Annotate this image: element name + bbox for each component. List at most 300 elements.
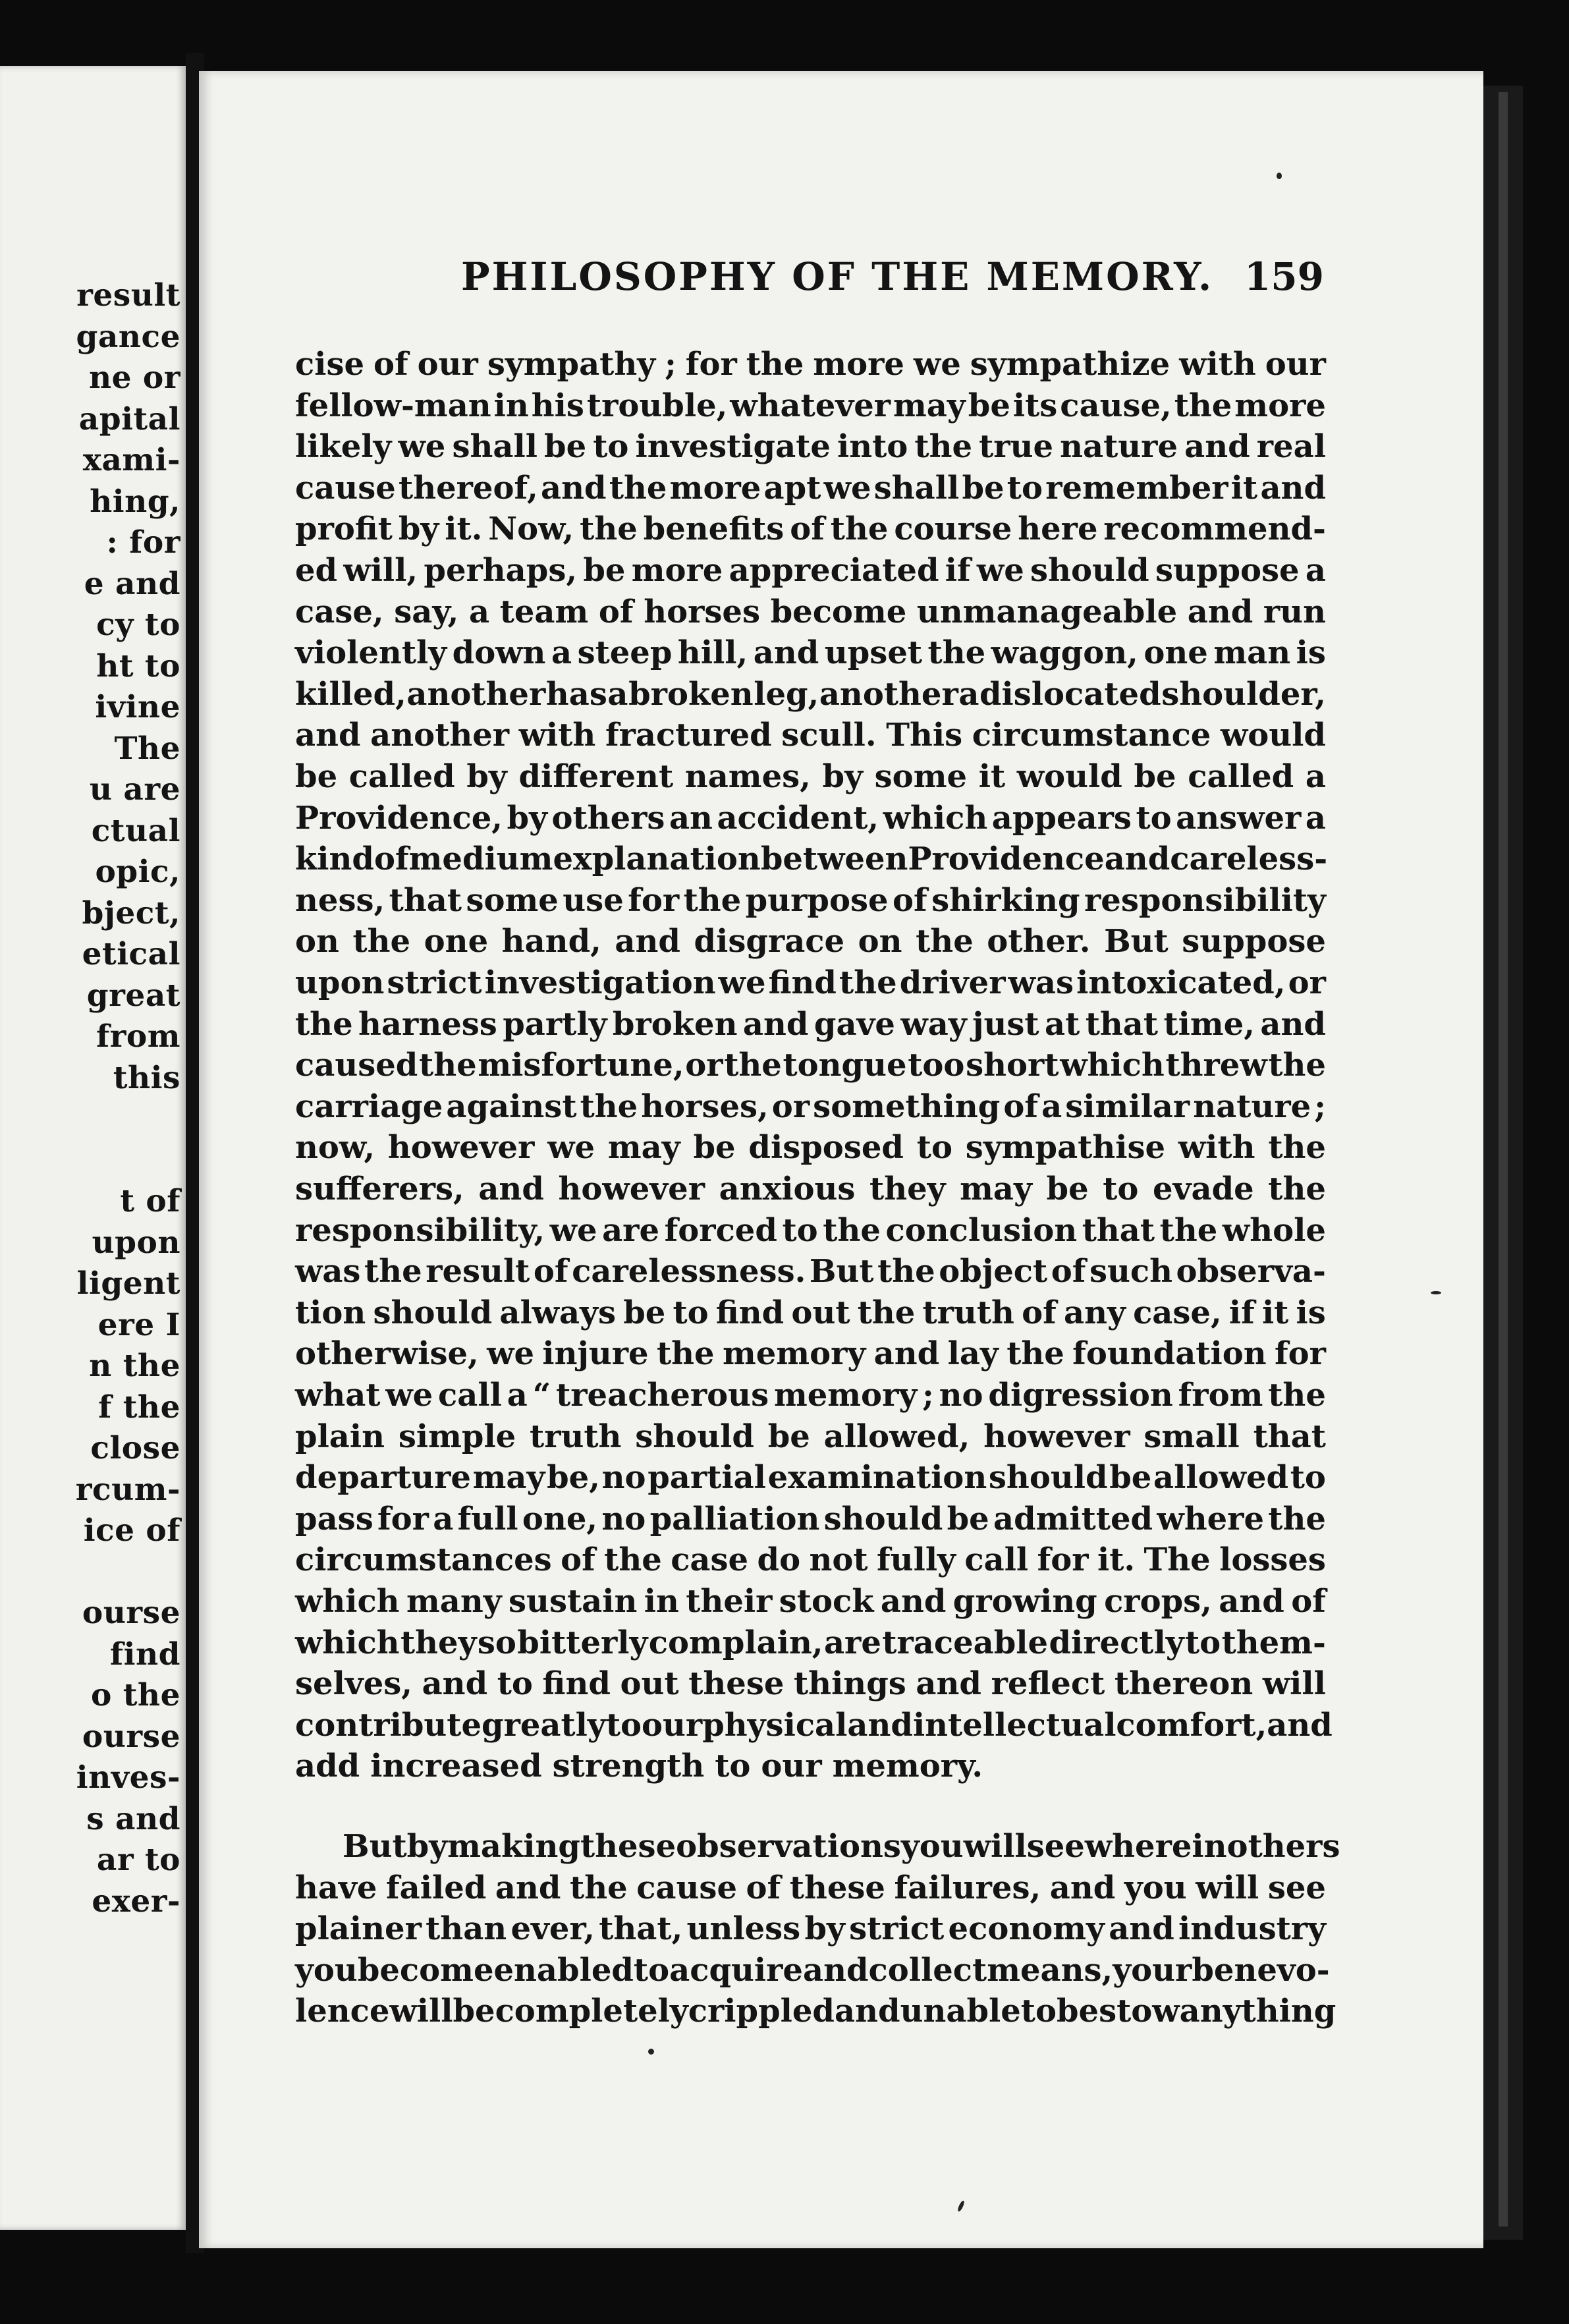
text-line <box>295 426 1326 467</box>
word: if <box>945 552 971 589</box>
word: directly <box>1049 1624 1184 1661</box>
word: hand, <box>501 923 601 960</box>
word: the <box>1268 1129 1326 1166</box>
word: the <box>580 511 638 547</box>
word: the <box>823 1212 881 1249</box>
word: to <box>633 1952 670 1989</box>
word: anything <box>1179 1993 1336 2030</box>
word: for <box>377 1501 429 1537</box>
word: of <box>598 594 634 630</box>
word: a <box>551 634 572 671</box>
word: strength <box>552 1748 705 1784</box>
word: cause <box>295 470 396 507</box>
word: a <box>607 676 628 713</box>
word: traceable <box>882 1624 1049 1661</box>
text-line <box>295 632 1326 673</box>
word: thereon <box>1114 1665 1253 1702</box>
left-page-fragment <box>9 1140 180 1181</box>
word: out <box>620 1665 679 1702</box>
word: our <box>642 1707 703 1744</box>
word: accident, <box>717 800 879 837</box>
word: to <box>1006 470 1043 507</box>
word: and <box>1049 1869 1116 1906</box>
word: Providence <box>908 841 1105 877</box>
word: treacherous <box>556 1377 769 1414</box>
word: kind <box>295 841 374 877</box>
word: our <box>761 1748 822 1784</box>
word: your <box>1113 1952 1192 1989</box>
word: a <box>433 1501 454 1537</box>
word: failures, <box>894 1869 1041 1906</box>
word: means, <box>987 1952 1113 1989</box>
ink-speck <box>1431 1291 1441 1294</box>
word: you <box>1124 1869 1187 1906</box>
word: the <box>683 882 742 919</box>
word: one <box>1143 634 1208 671</box>
word: that <box>1085 1006 1159 1043</box>
word: killed, <box>295 676 406 713</box>
word: we <box>385 1377 433 1414</box>
word: losses <box>1219 1541 1326 1578</box>
ink-speck <box>648 2049 654 2055</box>
word: by <box>406 1828 448 1865</box>
word: of <box>893 882 927 919</box>
text-line <box>295 674 1326 715</box>
word: full <box>457 1501 518 1537</box>
word: cise <box>295 346 365 383</box>
word: sustain <box>509 1583 638 1620</box>
word: of <box>1291 1583 1326 1620</box>
word: by <box>804 1910 845 1947</box>
word: may <box>472 1459 545 1496</box>
word: benevo- <box>1192 1952 1330 1989</box>
word: will <box>389 1993 453 2030</box>
word: we <box>398 428 446 465</box>
word: fully <box>877 1541 956 1578</box>
word: sympathise <box>965 1129 1166 1166</box>
word: a <box>1041 1088 1062 1125</box>
word: should <box>823 1501 943 1537</box>
word: is <box>1296 634 1326 671</box>
text-line <box>295 1457 1326 1498</box>
word: similar <box>1065 1088 1190 1125</box>
text-line <box>295 1004 1326 1045</box>
word: intoxicated, <box>1076 964 1286 1001</box>
word: the <box>609 470 667 507</box>
word: thereof, <box>399 470 538 507</box>
word: violently <box>295 634 447 671</box>
left-page-fragment <box>9 1552 180 1593</box>
word: observations <box>676 1828 901 1865</box>
word: to <box>1020 1993 1057 2030</box>
word: which <box>883 800 988 837</box>
word: the <box>419 1047 477 1084</box>
word: “ <box>532 1377 551 1414</box>
word: increased <box>370 1748 542 1784</box>
word: should <box>1030 552 1149 589</box>
word: truth <box>530 1418 622 1455</box>
word: But <box>809 1253 874 1290</box>
word: such <box>1089 1253 1172 1290</box>
word: palliation <box>649 1501 820 1537</box>
word: complain, <box>648 1624 823 1661</box>
word: memory. <box>832 1748 983 1784</box>
word: we <box>547 1129 595 1166</box>
word: investigation <box>484 964 716 1001</box>
left-page-fragment: xami- <box>82 442 180 478</box>
word: of <box>1022 1294 1057 1331</box>
left-page-fragment: ivine <box>95 689 180 725</box>
word: or <box>771 1088 810 1125</box>
word: that <box>389 882 462 919</box>
word: purpose <box>745 882 889 919</box>
text-line <box>295 1663 1326 1704</box>
word: be <box>1046 1171 1089 1207</box>
word: which <box>1060 1047 1165 1084</box>
word: was <box>295 1253 361 1290</box>
text-line <box>295 509 1326 549</box>
word: will <box>1196 1869 1259 1906</box>
word: comfort, <box>1116 1707 1267 1744</box>
word: failed <box>386 1869 487 1906</box>
word: it. <box>445 511 483 547</box>
word: nature <box>1060 428 1178 465</box>
text-line <box>295 1045 1326 1086</box>
left-page-fragment: ne or <box>88 360 180 396</box>
word: here <box>1018 511 1098 547</box>
word: collect <box>868 1952 987 1989</box>
text-line <box>295 1375 1326 1416</box>
word: to <box>1184 1624 1221 1661</box>
left-page-fragment: o the <box>91 1677 180 1713</box>
word: the <box>570 1869 628 1906</box>
word: stock <box>779 1583 874 1620</box>
word: the <box>352 923 411 960</box>
text-line <box>295 1705 1333 1746</box>
text-line <box>295 344 1326 385</box>
word: that, <box>599 1910 683 1947</box>
word: however <box>983 1418 1130 1455</box>
word: we <box>913 346 961 383</box>
word: to <box>605 1707 642 1744</box>
word: case, <box>1133 1294 1222 1331</box>
text-line <box>295 1991 1336 2032</box>
word: tion <box>295 1294 366 1331</box>
left-page-fragment: apital <box>78 401 180 437</box>
word: medium <box>408 841 553 877</box>
word: it <box>1230 470 1258 507</box>
word: unable <box>900 1993 1021 2030</box>
word: are <box>602 1212 660 1249</box>
word: and <box>1267 1707 1333 1744</box>
word: find <box>768 964 837 1001</box>
word: has <box>545 676 607 713</box>
word: any <box>1063 1294 1126 1331</box>
word: they <box>869 1171 946 1207</box>
word: and <box>1260 1006 1326 1043</box>
word: the <box>1268 1501 1326 1537</box>
word: and <box>1219 1583 1284 1620</box>
word: a <box>1305 800 1326 837</box>
word: and <box>615 923 680 960</box>
left-page-fragment: bject, <box>82 895 180 931</box>
word: to <box>782 1212 818 1249</box>
word: suppose <box>1155 552 1300 589</box>
word: and <box>742 1006 809 1043</box>
word: called <box>1188 758 1294 795</box>
word: time, <box>1163 1006 1255 1043</box>
word: names, <box>684 758 811 795</box>
word: steep <box>577 634 673 671</box>
word: way <box>900 1006 967 1043</box>
word: no <box>601 1459 646 1496</box>
word: a <box>507 1377 528 1414</box>
word: disgrace <box>694 923 845 960</box>
page-edge-strip <box>1499 92 1508 2227</box>
word: forced <box>664 1212 777 1249</box>
word: examination <box>767 1459 987 1496</box>
word: and <box>1104 841 1170 877</box>
word: But <box>1104 923 1169 960</box>
text-line <box>295 1499 1326 1539</box>
word: at <box>1045 1006 1080 1043</box>
word: caused <box>295 1047 418 1084</box>
word: and <box>478 1171 544 1207</box>
word: another <box>406 676 546 713</box>
word: greatly <box>482 1707 606 1744</box>
word: become <box>357 1952 494 1989</box>
word: for <box>685 346 737 383</box>
word: cause, <box>1060 387 1172 424</box>
word: harness <box>358 1006 497 1043</box>
word: an <box>669 800 713 837</box>
left-page-fragment: rcum- <box>75 1471 180 1508</box>
word: call <box>438 1377 502 1414</box>
word: simple <box>398 1418 516 1455</box>
word: may <box>607 1129 680 1166</box>
word: appears <box>991 800 1132 837</box>
word: the <box>877 1253 935 1290</box>
word: result <box>426 1253 530 1290</box>
word: of <box>746 1869 781 1906</box>
word: memory <box>722 1335 866 1372</box>
word: find <box>542 1665 611 1702</box>
word: for <box>628 882 680 919</box>
word: whatever <box>730 387 891 424</box>
word: carriage <box>295 1088 443 1125</box>
word: and <box>541 470 607 507</box>
word: partial <box>647 1459 766 1496</box>
word: ed <box>295 552 338 589</box>
word: may <box>893 387 966 424</box>
word: would <box>1016 758 1122 795</box>
word: in <box>493 387 529 424</box>
left-page-fragment: e and <box>84 565 180 602</box>
word: unmanageable <box>916 594 1178 630</box>
text-line <box>295 1210 1326 1251</box>
left-page-fragment: ice of <box>83 1512 180 1549</box>
left-page-fragment: exer- <box>92 1883 180 1920</box>
text-line <box>295 962 1326 1003</box>
word: by <box>398 511 439 547</box>
word: plain <box>295 1418 385 1455</box>
text-line <box>295 756 1326 797</box>
word: the <box>1174 387 1232 424</box>
text-line <box>295 715 1326 756</box>
word: crippled <box>688 1993 835 2030</box>
word: the <box>364 1253 422 1290</box>
word: to <box>497 1665 533 1702</box>
word: of <box>373 841 409 877</box>
word: ; <box>922 1377 934 1414</box>
running-head <box>461 250 1324 303</box>
word: fellow-man <box>295 387 491 424</box>
word: what <box>295 1377 381 1414</box>
left-page-fragment: result <box>76 277 180 314</box>
text-line <box>295 385 1326 426</box>
word: upon <box>295 964 385 1001</box>
word: it. <box>1097 1541 1136 1578</box>
word: will <box>963 1828 1027 1865</box>
text-line <box>295 1539 1326 1580</box>
word: you <box>900 1828 964 1865</box>
word: for <box>1037 1541 1089 1578</box>
word: out <box>791 1294 850 1331</box>
word: they <box>400 1624 477 1661</box>
word: if <box>1228 1294 1255 1331</box>
word: small <box>1143 1418 1240 1455</box>
word: course <box>894 511 1012 547</box>
word: add <box>295 1748 360 1784</box>
left-page-fragment: this <box>113 1059 180 1096</box>
word: and <box>1109 1910 1174 1947</box>
word: find <box>715 1294 784 1331</box>
word: by <box>822 758 863 795</box>
word: to <box>593 428 629 465</box>
word: of <box>373 346 408 383</box>
word: to <box>1103 1171 1139 1207</box>
word: the <box>830 511 889 547</box>
left-page-fragment: The <box>114 730 180 767</box>
word: one, <box>522 1501 598 1537</box>
word: our <box>1265 346 1326 383</box>
word: be <box>623 1294 666 1331</box>
word: threw <box>1165 1047 1267 1084</box>
left-page-fragment: opic, <box>95 854 180 890</box>
word: truth <box>922 1294 1014 1331</box>
word: apt <box>763 470 821 507</box>
word: we <box>823 470 871 507</box>
word: completely <box>495 1993 688 2030</box>
word: another <box>819 676 958 713</box>
word: be <box>947 1501 989 1537</box>
word: the <box>1159 1212 1218 1249</box>
word: the <box>580 1088 638 1125</box>
text-line <box>295 550 1326 591</box>
word: true <box>979 428 1054 465</box>
word: perhaps, <box>424 552 578 589</box>
word: to <box>1136 800 1172 837</box>
word: carelessness. <box>572 1253 806 1290</box>
word: foundation <box>1072 1335 1267 1372</box>
word: down <box>452 634 546 671</box>
word: responsibility <box>1084 882 1326 919</box>
word: allowed, <box>823 1418 970 1455</box>
word: be <box>962 470 1005 507</box>
word: and <box>835 1993 900 2030</box>
word: you <box>295 1952 358 1989</box>
word: should <box>635 1418 754 1455</box>
word: strict <box>849 1910 945 1947</box>
word: shirking <box>931 882 1080 919</box>
word: other. <box>987 923 1091 960</box>
word: bestow <box>1056 1993 1180 2030</box>
word: we <box>976 552 1024 589</box>
left-page-fragment: ht to <box>96 648 180 684</box>
word: on <box>295 923 339 960</box>
left-page-fragment: upon <box>92 1224 180 1261</box>
word: physical <box>702 1707 848 1744</box>
word: circumstance <box>972 717 1211 754</box>
word: profit <box>295 511 393 547</box>
left-page-fragment: s and <box>86 1800 180 1837</box>
text-line <box>295 1333 1326 1374</box>
word: on <box>858 923 902 960</box>
word: responsibility, <box>295 1212 545 1249</box>
word: and <box>1184 428 1250 465</box>
word: upset <box>824 634 923 671</box>
word: anxious <box>719 1171 856 1207</box>
word: be <box>1109 1459 1152 1496</box>
word: say, <box>394 594 459 630</box>
text-line <box>295 1292 1326 1333</box>
word: or <box>1288 964 1326 1001</box>
word: driver <box>899 964 1006 1001</box>
word: investigate <box>635 428 831 465</box>
word: which <box>295 1583 400 1620</box>
word: partly <box>503 1006 607 1043</box>
word: against <box>446 1088 577 1125</box>
word: ; <box>1314 1088 1326 1125</box>
word: and <box>495 1869 561 1906</box>
word: answer <box>1176 800 1302 837</box>
word: of <box>1051 1253 1086 1290</box>
word: would <box>1220 717 1326 754</box>
word: into <box>837 428 908 465</box>
word: have <box>295 1869 377 1906</box>
word: misfortune, <box>478 1047 684 1084</box>
left-page-fragment: cy to <box>96 607 180 643</box>
word: real <box>1256 428 1326 465</box>
word: the <box>604 1541 662 1578</box>
word: the <box>916 923 974 960</box>
word: shall <box>873 470 960 507</box>
word: for <box>1275 1335 1326 1372</box>
word: in <box>644 1583 679 1620</box>
word: circumstances <box>295 1541 552 1578</box>
text-line <box>295 592 1326 632</box>
word: which <box>295 1624 400 1661</box>
word: should <box>373 1294 493 1331</box>
text-line <box>295 1908 1326 1949</box>
word: the <box>1006 1335 1064 1372</box>
word: ; <box>665 346 676 383</box>
word: shall <box>452 428 537 465</box>
text-line <box>295 1868 1326 1908</box>
word: evade <box>1153 1171 1254 1207</box>
left-page-fragment <box>9 1099 180 1140</box>
text-line <box>295 468 1326 509</box>
